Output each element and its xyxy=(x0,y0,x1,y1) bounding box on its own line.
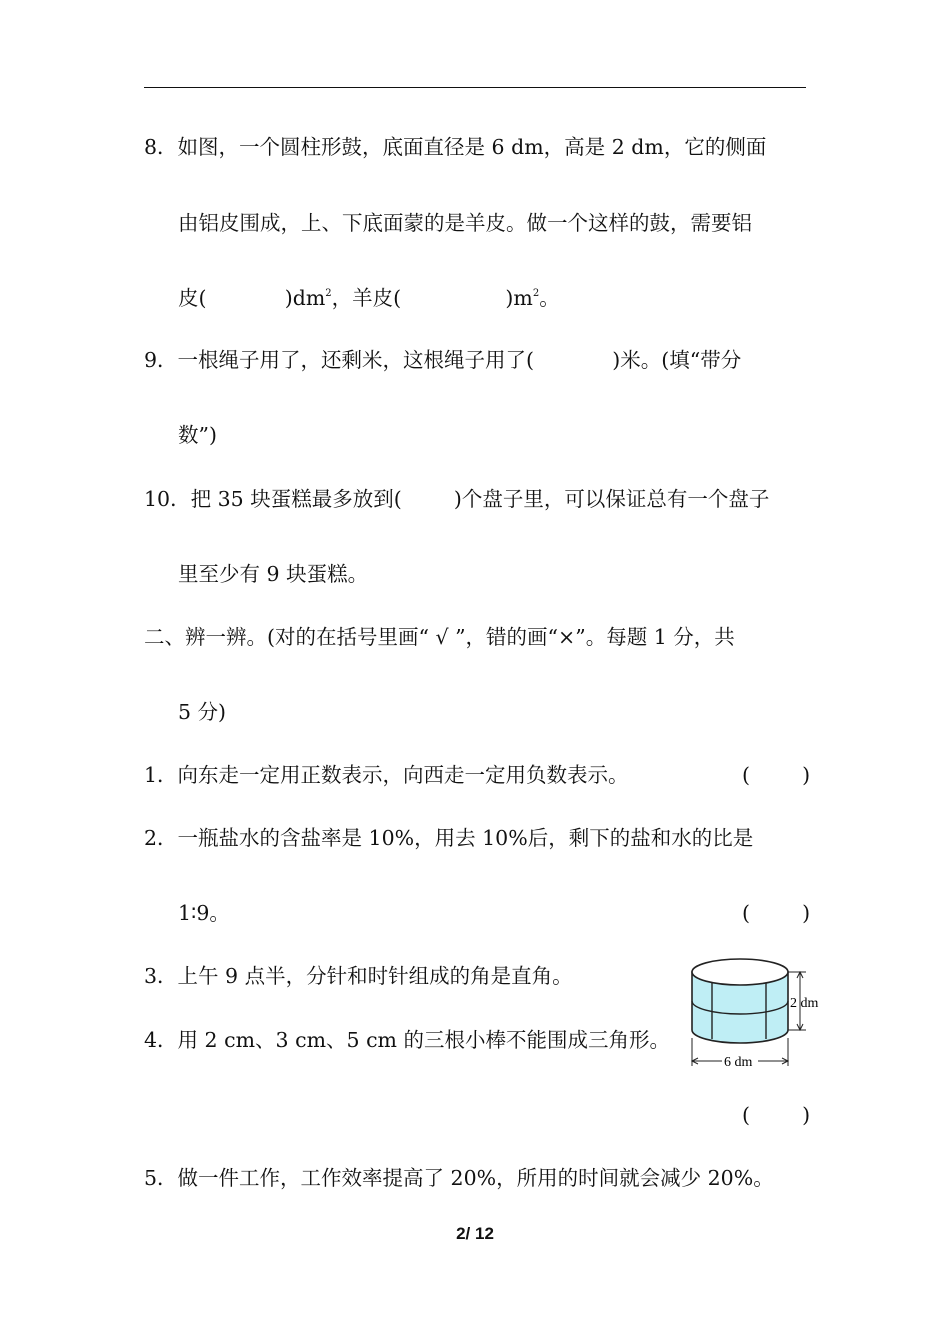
q9-line-1: 9．一根绳子用了，还剩米，这根绳子用了( )米。(填“带分 xyxy=(144,348,742,372)
q9-line-2: 数”) xyxy=(178,423,217,447)
q8-period: 。 xyxy=(539,286,560,310)
q8-line-2: 由铝皮围成，上、下底面蒙的是羊皮。做一个这样的鼓，需要铝 xyxy=(178,211,752,235)
page-number: 2/ 12 xyxy=(456,1224,494,1243)
q8-unit-exponent-1: 2 xyxy=(325,288,332,299)
judge-item-2: 2．一瓶盐水的含盐率是 10%，用去 10%后，剩下的盐和水的比是 xyxy=(144,826,754,850)
diameter-label: 6 dm xyxy=(724,1055,753,1070)
q8-unit-exponent-2: 2 xyxy=(532,288,540,299)
section-2-heading: 二、辨一辨。(对的在括号里画“ √ ”，错的画“×”。每题 1 分，共 xyxy=(144,625,735,649)
judge-answer-paren-4[interactable]: ( ) xyxy=(742,1103,811,1127)
q10-line-2: 里至少有 9 块蛋糕。 xyxy=(178,562,369,586)
judge-item-2-cont: 1∶9。 xyxy=(178,901,230,925)
judge-item-3: 3．上午 9 点半，分针和时针组成的角是直角。 xyxy=(144,964,573,988)
q8-blank-sheepskin: ，羊皮( )m xyxy=(331,286,533,310)
judge-answer-paren-2[interactable]: ( ) xyxy=(742,901,811,925)
q8-line-3 xyxy=(178,284,560,312)
cylinder-drum-figure xyxy=(684,946,830,1070)
q8-line-1: 8．如图，一个圆柱形鼓，底面直径是 6 dm，高是 2 dm，它的侧面 xyxy=(144,135,767,159)
judge-item-4: 4．用 2 cm、3 cm、5 cm 的三根小棒不能围成三角形。 xyxy=(144,1028,671,1052)
height-label: 2 dm xyxy=(790,996,819,1011)
q8-blank-aluminum: 皮( )dm xyxy=(178,286,326,310)
q10-line-1: 10．把 35 块蛋糕最多放到( )个盘子里，可以保证总有一个盘子 xyxy=(144,487,770,511)
judge-item-5: 5．做一件工作，工作效率提高了 20%，所用的时间就会减少 20%。 xyxy=(144,1166,774,1190)
judge-answer-paren-1[interactable]: ( ) xyxy=(742,763,811,787)
judge-item-1: 1．向东走一定用正数表示，向西走一定用负数表示。 xyxy=(144,763,629,787)
header-rule xyxy=(144,87,806,88)
drum-top xyxy=(692,959,788,985)
section-2-heading-cont: 5 分) xyxy=(178,700,227,724)
